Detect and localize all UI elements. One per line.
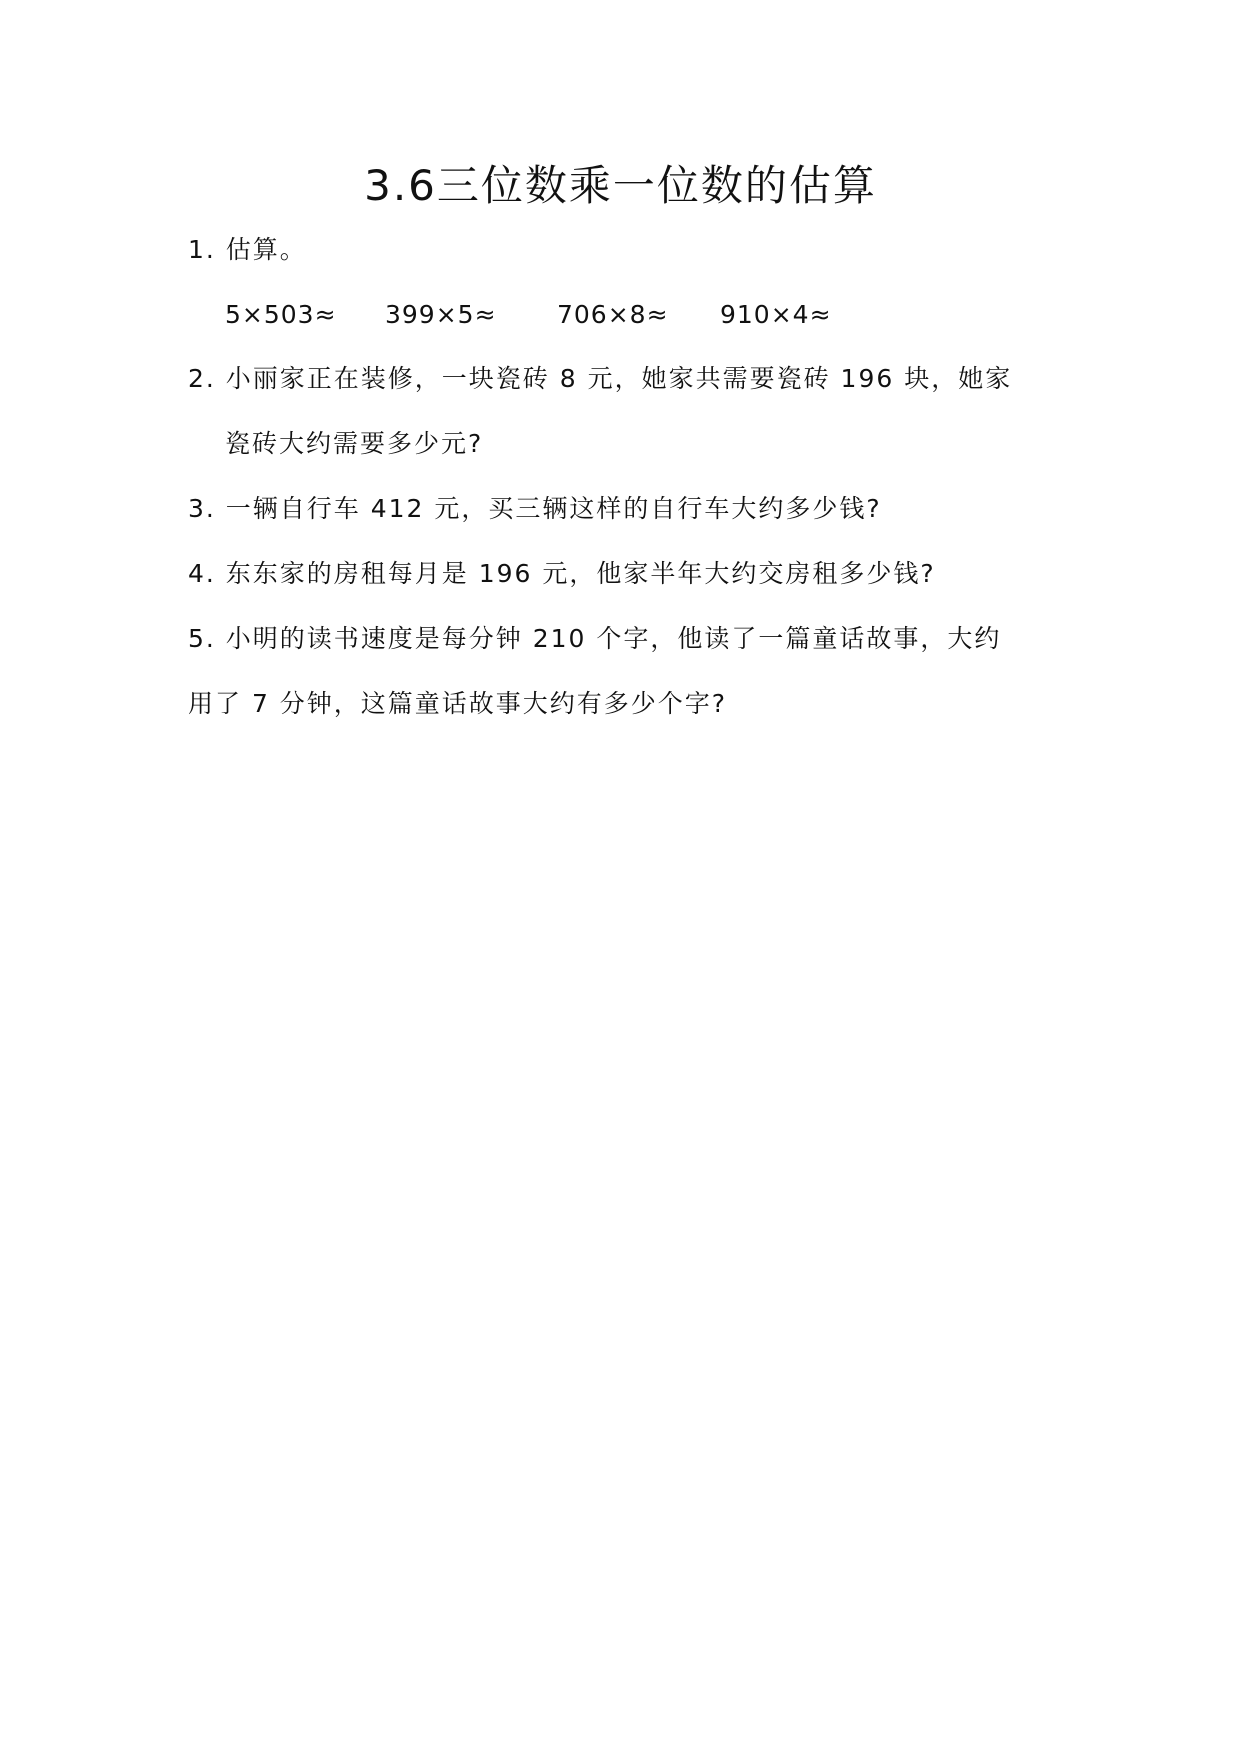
question-3-line-1: 3. 一辆自行车 412 元，买三辆这样的自行车大约多少钱? — [188, 494, 882, 523]
calc-item-2: 399×5≈ — [385, 300, 497, 329]
calc-item-1: 5×503≈ — [225, 300, 337, 329]
calc-item-3: 706×8≈ — [557, 300, 669, 329]
question-4-line-1: 4. 东东家的房租每月是 196 元，他家半年大约交房租多少钱? — [188, 559, 936, 588]
question-5-line-1: 5. 小明的读书速度是每分钟 210 个字，他读了一篇童话故事，大约 — [188, 624, 1002, 653]
question-2-line-1: 2. 小丽家正在装修，一块瓷砖 8 元，她家共需要瓷砖 196 块，她家 — [188, 364, 1013, 393]
question-5-line-2: 用了 7 分钟，这篇童话故事大约有多少个字? — [188, 689, 728, 718]
question-2-line-2: 瓷砖大约需要多少元? — [225, 429, 484, 458]
page-title: 3.6三位数乘一位数的估算 — [364, 161, 877, 210]
question-1-label: 1. 估算。 — [188, 235, 307, 264]
calc-item-4: 910×4≈ — [720, 300, 832, 329]
